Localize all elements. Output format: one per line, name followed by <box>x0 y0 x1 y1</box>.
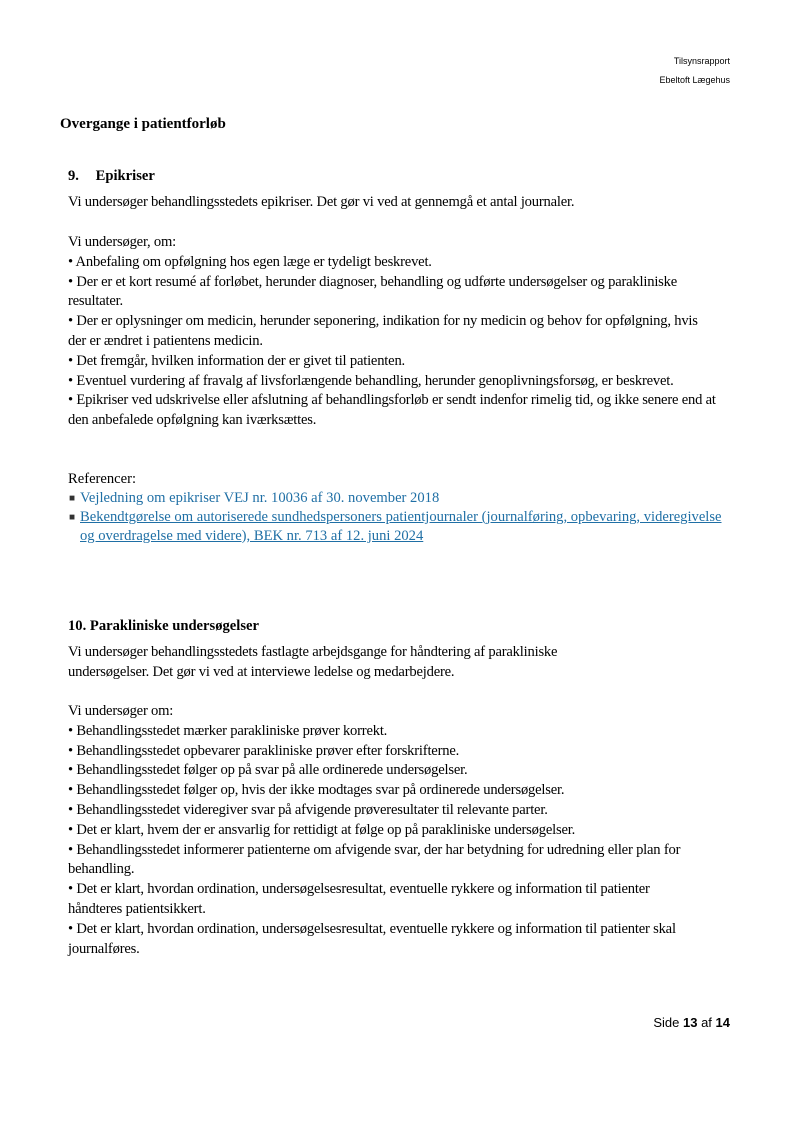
list-item: • Behandlingsstedet informerer patienterne om afvigende svar, der har betydning for udredning eller plan for behandling. <box>68 841 681 878</box>
header-report-type: Tilsynsrapport <box>673 56 730 66</box>
page-label: Side <box>653 1015 680 1030</box>
list-item: • Behandlingsstedet videregiver svar på afvigende prøveresultater til relevante parter. <box>68 801 548 818</box>
list-item: • Eventuel vurdering af fravalg af livsforlængende behandling, herunder genoplivningsforsøg, er beskrevet. <box>68 372 674 389</box>
list-item: • Anbefaling om opfølgning hos egen læge er tydeligt beskrevet. <box>68 253 432 270</box>
section9-heading <box>68 168 155 185</box>
section10-title: Parakliniske undersøgelser <box>89 618 259 634</box>
list-item: • Behandlingsstedet følger op, hvis der ikke modtages svar på ordinerede undersøgelser. <box>68 782 565 799</box>
section9-number: 9. <box>68 168 79 184</box>
list-item: • Det er klart, hvordan ordination, undersøgelsesresultat, eventuelle rykkere og information til patienter skal journalføres. <box>68 920 676 957</box>
header-location: Ebeltoft Lægehus <box>659 75 730 85</box>
section9-title: Epikriser <box>95 168 155 184</box>
section10-intro: Vi undersøger behandlingsstedets fastlagte arbejdsgange for håndtering af parakliniske undersøgelser. Det gør vi ved at interviewe ledelse og medarbejdere. <box>68 644 558 680</box>
total-pages: 14 <box>715 1015 730 1030</box>
list-item: • Behandlingsstedet følger op på svar på alle ordinerede undersøgelser. <box>68 762 468 779</box>
reference-item <box>68 489 728 508</box>
bullet-icon: ■ <box>69 493 76 504</box>
list-item: • Der er oplysninger om medicin, herunder seponering, indikation for ny medicin og behov for opfølgning, hvis der er ændret i patientens medicin. <box>68 313 698 349</box>
list-item: • Behandlingsstedet mærker parakliniske prøver korrekt. <box>68 722 388 739</box>
section9-references <box>68 470 728 546</box>
section9-list <box>68 233 718 431</box>
list-item: • Der er et kort resumé af forløbet, herunder diagnoser, behandling og udførte undersøgelser og parakliniske resultater. <box>68 273 678 310</box>
reference-item <box>68 508 728 546</box>
reference-link-patientjournaler[interactable]: Bekendtgørelse om autoriserede sundhedspersoners patientjournaler (journalføring, opbevaring, videregivelse og overdragelse med videre), BEK nr. 713 af 12. juni 2024 <box>80 509 722 544</box>
bullet-icon: ■ <box>69 512 76 523</box>
list-item: • Det fremgår, hvilken information der er givet til patienten. <box>68 352 405 369</box>
section10-heading <box>68 618 259 635</box>
list-item: • Det er klart, hvordan ordination, undersøgelsesresultat, eventuelle rykkere og information til patienter håndteres patientsikkert. <box>68 881 650 917</box>
section9-intro: Vi undersøger behandlingsstedets epikriser. Det gør vi ved at gennemgå et antal journaler. <box>68 194 575 210</box>
current-page: 13 <box>682 1015 698 1030</box>
list-item: • Behandlingsstedet opbevarer parakliniske prøver efter forskrifterne. <box>68 742 460 759</box>
of-label: af <box>701 1015 712 1030</box>
references-heading: Referencer: <box>68 471 137 487</box>
section10-list-heading: Vi undersøger om: <box>68 703 174 719</box>
section10-number: 10. <box>68 618 87 634</box>
section9-list-heading: Vi undersøger, om: <box>68 234 177 250</box>
reference-link-epikriser[interactable]: Vejledning om epikriser VEJ nr. 10036 af 30. november 2018 <box>80 490 440 506</box>
page-number <box>653 1015 730 1030</box>
section10-list <box>68 702 688 959</box>
list-item: • Det er klart, hvem der er ansvarlig for rettidigt at følge op på parakliniske undersøgelser. <box>68 821 576 838</box>
section-title: Overgange i patientforløb <box>60 116 226 132</box>
list-item: • Epikriser ved udskrivelse eller afslutning af behandlingsforløb er sendt indenfor rimelig tid, og ikke senere end at den anbefalede opfølgning kan iværksættes. <box>68 392 716 429</box>
